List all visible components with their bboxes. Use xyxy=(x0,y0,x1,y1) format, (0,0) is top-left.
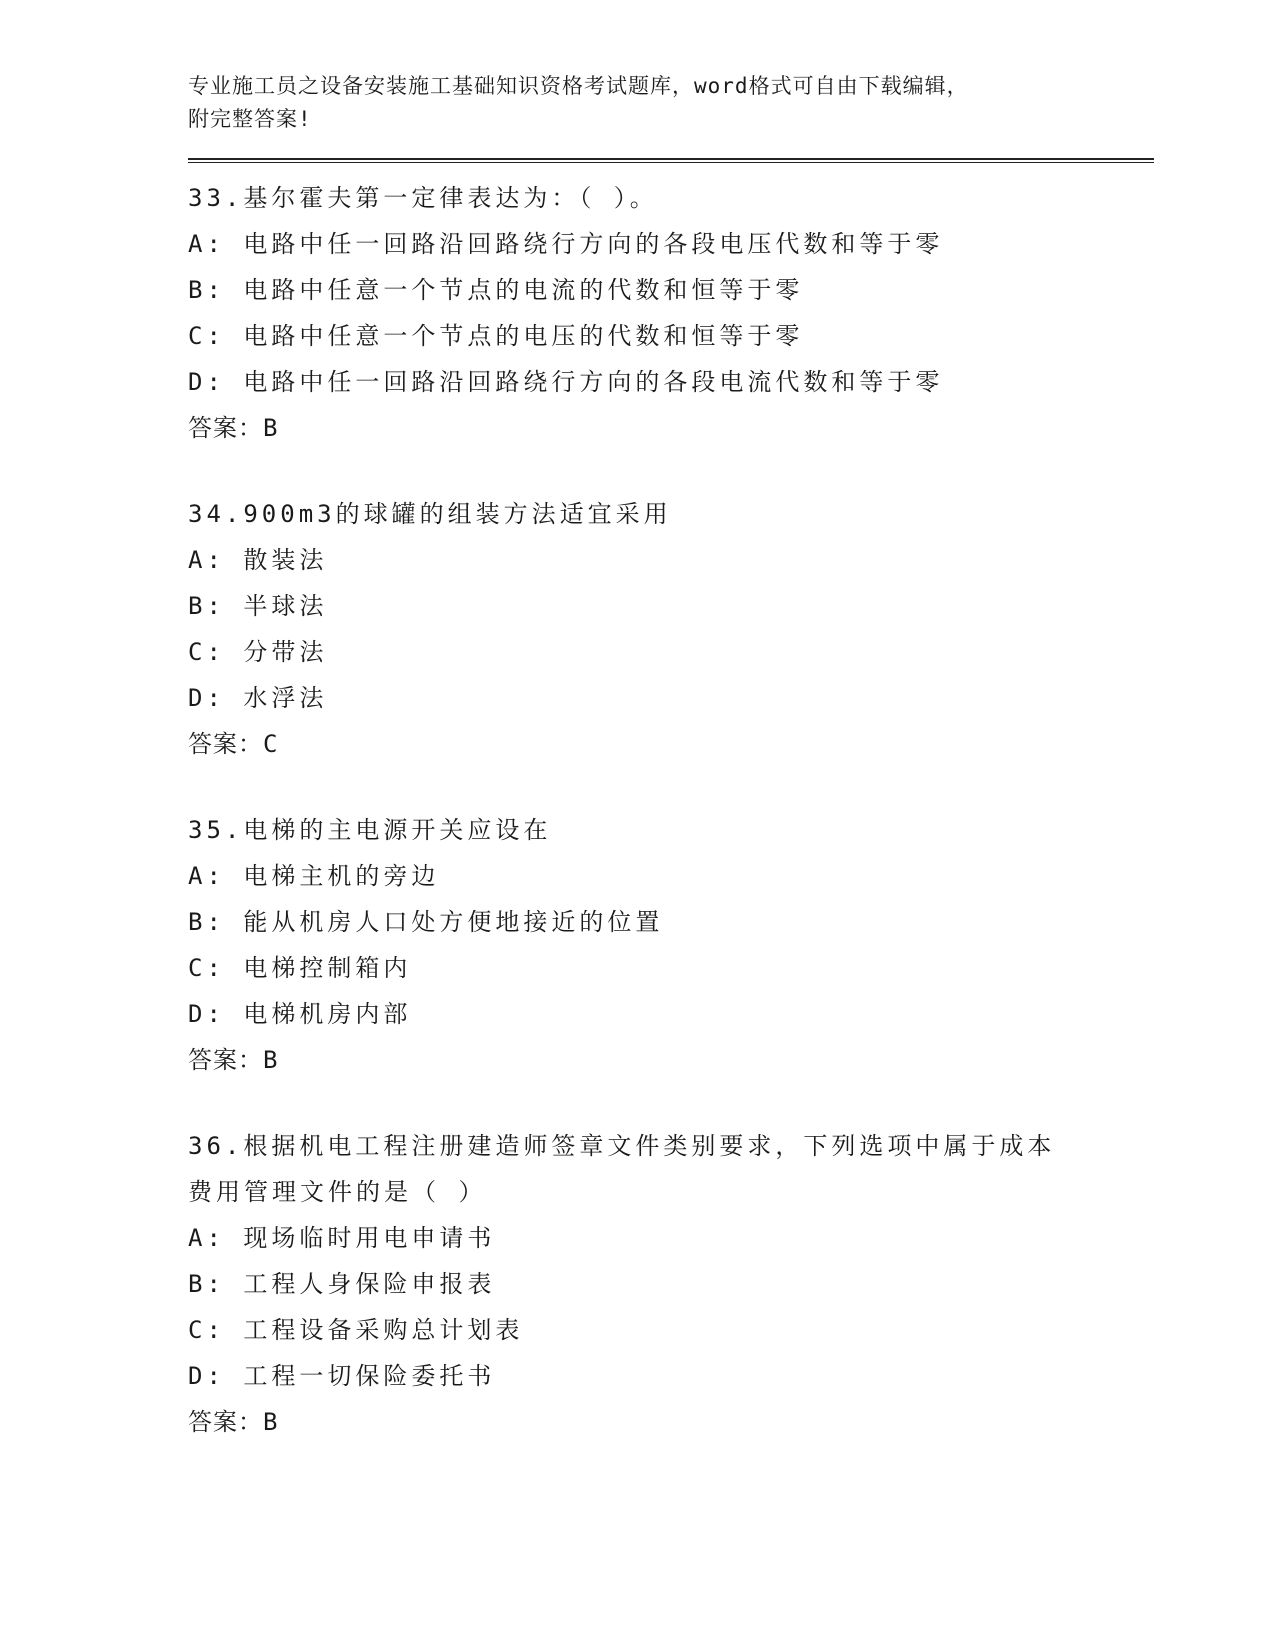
option-d: D: 工程一切保险委托书 xyxy=(188,1362,496,1390)
question-33 xyxy=(188,175,1158,451)
option-c: C: 电路中任意一个节点的电压的代数和恒等于零 xyxy=(188,322,804,350)
answer: 答案：B xyxy=(188,414,279,442)
option-d: D: 电路中任一回路沿回路绕行方向的各段电流代数和等于零 xyxy=(188,368,944,396)
answer: 答案：C xyxy=(188,730,279,758)
document-page xyxy=(188,70,1158,1445)
option-b: B: 电路中任意一个节点的电流的代数和恒等于零 xyxy=(188,276,804,304)
question-text: 34.900m3的球罐的组装方法适宜采用 xyxy=(188,500,672,528)
question-text: 36.根据机电工程注册建造师签章文件类别要求，下列选项中属于成本费用管理文件的是（ ） xyxy=(188,1132,1056,1206)
option-c: C: 电梯控制箱内 xyxy=(188,954,412,982)
option-d: D: 水浮法 xyxy=(188,684,328,712)
document-header xyxy=(188,70,1068,136)
option-b: B: 工程人身保险申报表 xyxy=(188,1270,496,1298)
option-a: A: 现场临时用电申请书 xyxy=(188,1224,496,1252)
option-a: A: 电梯主机的旁边 xyxy=(188,862,440,890)
option-b: B: 半球法 xyxy=(188,592,328,620)
option-c: C: 工程设备采购总计划表 xyxy=(188,1316,524,1344)
question-text: 33.基尔霍夫第一定律表达为：（ ）。 xyxy=(188,184,658,212)
header-line-2: 附完整答案! xyxy=(188,107,312,131)
answer: 答案：B xyxy=(188,1408,279,1436)
answer: 答案：B xyxy=(188,1046,279,1074)
question-34 xyxy=(188,491,1158,767)
option-c: C: 分带法 xyxy=(188,638,328,666)
question-text: 35.电梯的主电源开关应设在 xyxy=(188,816,552,844)
option-d: D: 电梯机房内部 xyxy=(188,1000,412,1028)
header-divider xyxy=(188,158,1154,163)
question-36 xyxy=(188,1123,1158,1445)
header-line-1: 专业施工员之设备安装施工基础知识资格考试题库，word格式可自由下载编辑， xyxy=(188,74,969,98)
option-a: A: 电路中任一回路沿回路绕行方向的各段电压代数和等于零 xyxy=(188,230,944,258)
question-35 xyxy=(188,807,1158,1083)
option-b: B: 能从机房人口处方便地接近的位置 xyxy=(188,908,664,936)
option-a: A: 散装法 xyxy=(188,546,328,574)
